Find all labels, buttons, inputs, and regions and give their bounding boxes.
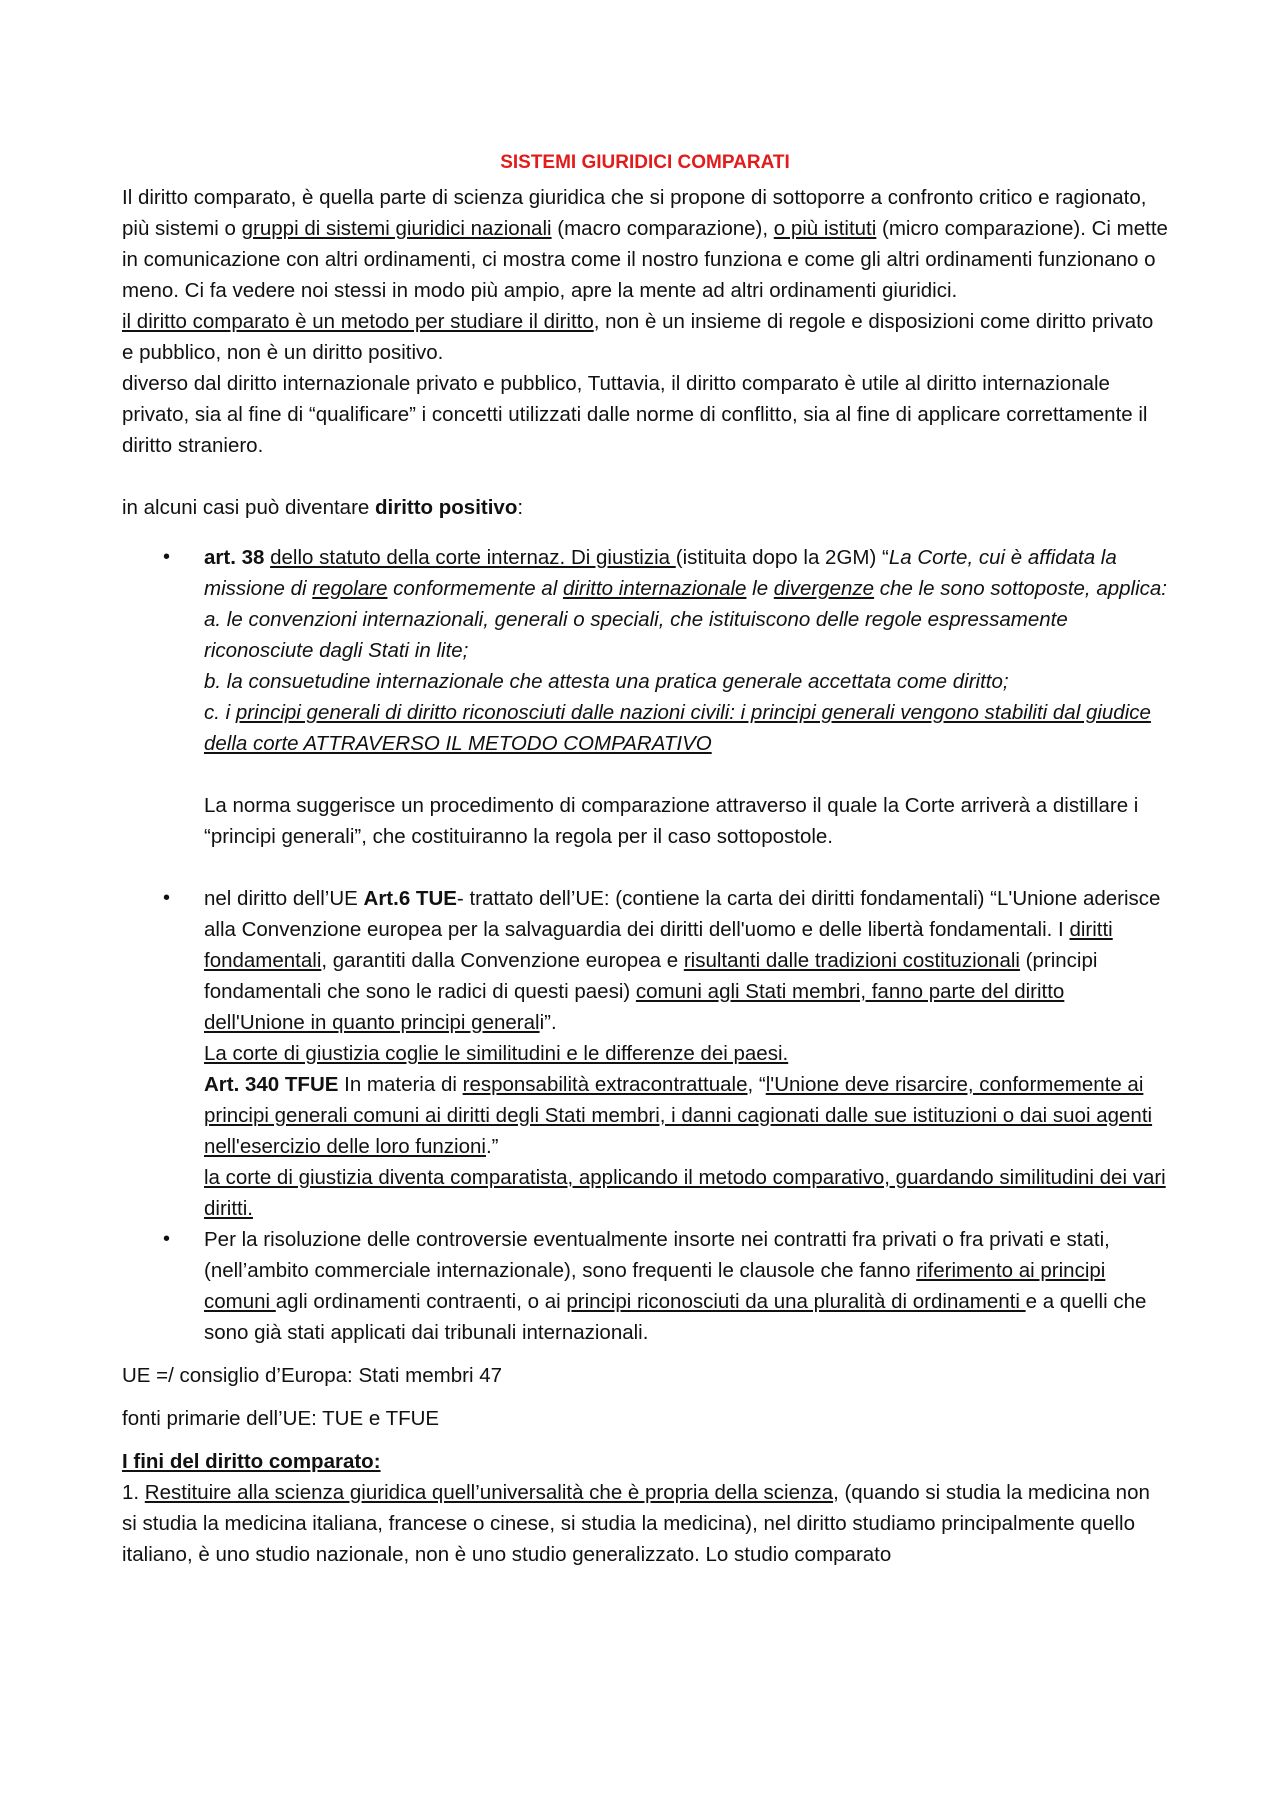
bullet-icon: • (163, 1228, 171, 1250)
text-run: (micro comparazione). Ci mette in comunicazione con altri ordinamenti, ci mostra come il nostro funziona e come gli altri ordinamenti funzionano o meno. Ci fa vedere noi stessi in modo più ampio, apre la mente ad altri ordinamenti giuridici. (122, 217, 1168, 302)
text-run: , “ (747, 1073, 766, 1096)
bullet1-point-a: a. le convenzioni internazionali, generali o speciali, che istituiscono delle regole espressamente riconosciute dagli Stati in lite; (204, 608, 1068, 662)
text-run: (principi fondamentali che sono le radici di questi paesi) (204, 949, 1098, 1003)
underlined-text: risultanti dalle tradizioni costituzionali (683, 949, 1020, 972)
bold-text: Art. 340 TFUE (204, 1073, 339, 1096)
text-run: .” (485, 1135, 499, 1158)
underlined-text: il diritto comparato è un metodo per studiare il diritto (122, 310, 594, 333)
text-run: - trattato dell’UE: (contiene la carta dei diritti fondamentali) “L'Unione aderisce alla Convenzione europea per la salvaguardia dei diritti dell'uomo e delle libertà fondamentali. I (204, 887, 1161, 941)
document-title: SISTEMI GIURIDICI COMPARATI (500, 152, 790, 173)
italic-underlined-text: divergenze (773, 577, 875, 600)
text-run: , (quando si studia la medicina non si studia la medicina italiana, francese o cinese, si studia la medicina), nel diritto studiamo principalmente quello italiano, è uno studio nazionale, non è uno studio generalizzato. Lo studio comparato (122, 1481, 1150, 1566)
spacer (204, 852, 1168, 883)
fini-paragraph-1 (122, 1477, 1168, 1570)
text-run: (macro comparazione), (551, 217, 774, 240)
text-run: (istituita dopo la 2GM) “ (675, 546, 889, 569)
text-run: 1. (122, 1481, 145, 1504)
list-item (122, 1224, 1168, 1348)
spacer (122, 1348, 1168, 1360)
bullet2-corte2: la corte di giustizia diventa comparatista, applicando il metodo comparativo, guardando similitudini dei vari diritti. (204, 1166, 1166, 1220)
bullet1-main (204, 542, 1168, 604)
italic-underlined-text: regolare (312, 577, 388, 600)
intro-paragraph-4 (122, 492, 1168, 523)
bold-text: Art.6 TUE (363, 887, 457, 910)
text-run: e a quelli che sono già stati applicati dai tribunali internazionali. (204, 1290, 1147, 1344)
underlined-text: principi riconosciuti da una pluralità di ordinamenti (566, 1290, 1026, 1313)
text-run: i”. (539, 1011, 557, 1034)
underlined-text: l'Unione deve risarcire, conformemente ai principi generali comuni ai diritti degli Stati membri, i danni cagionati dalle sue istituzioni o dai suoi agenti nell'esercizio delle loro funzioni (204, 1073, 1153, 1158)
list-item (122, 542, 1168, 883)
bullet2-corte: La corte di giustizia coglie le similitudini e le differenze dei paesi. (204, 1042, 789, 1065)
text-run: Il diritto comparato, è quella parte di scienza giuridica che si propone di sottoporre a confronto critico e ragionato, più sistemi o (122, 186, 1147, 240)
text-run: in alcuni casi può diventare (122, 496, 375, 519)
ue-line: UE =/ consiglio d’Europa: Stati membri 47 (122, 1364, 503, 1387)
text-run: , garantiti dalla Convenzione europea e (321, 949, 684, 972)
bullet3-main (204, 1224, 1168, 1348)
text-run: agli ordinamenti contraenti, o ai (275, 1290, 567, 1313)
intro-paragraph-2 (122, 306, 1168, 368)
text-run: : (517, 496, 524, 519)
bullet1-norma: La norma suggerisce un procedimento di comparazione attraverso il quale la Corte arriverà a distillare i “principi generali”, che costituiranno la regola per il caso sottopostole. (204, 794, 1139, 848)
text-run: Per la risoluzione delle controversie eventualmente insorte nei contratti fra privati o fra privati e stati, (nell’ambito commerciale internazionale), sono frequenti le clausole che fanno (204, 1228, 1110, 1282)
italic-underlined-text: diritto internazionale (562, 577, 747, 600)
document-page (122, 150, 1168, 1570)
italic-text: c. i (204, 701, 236, 724)
bullet1-point-b: b. la consuetudine internazionale che attesta una pratica generale accettata come diritto; (204, 670, 1009, 693)
bold-text: art. 38 (204, 546, 265, 569)
italic-text: le (746, 577, 774, 600)
section-heading: I fini del diritto comparato: (122, 1450, 381, 1473)
text-run: , non è un insieme di regole e disposizioni come diritto privato e pubblico, non è un diritto positivo. (122, 310, 1154, 364)
underlined-text: dello statuto della corte internaz. Di giustizia (270, 546, 676, 569)
underlined-text: diritti fondamentali (204, 918, 1113, 972)
spacer (204, 759, 1168, 790)
italic-underlined-text: principi generali di diritto riconosciuti dalle nazioni civili: i principi generali vengono stabiliti dal giudice della corte ATTRAVERSO IL METODO COMPARATIVO (204, 701, 1151, 755)
underlined-text: gruppi di sistemi giuridici nazionali (241, 217, 552, 240)
bullet2-main (204, 883, 1168, 1038)
spacer (122, 1391, 1168, 1403)
bullet-icon: • (163, 887, 171, 909)
underlined-text: riferimento ai principi comuni (204, 1259, 1106, 1313)
underlined-text: responsabilità extracontrattuale (462, 1073, 748, 1096)
italic-text: che le sono sottoposte, applica: (874, 577, 1167, 600)
underlined-text: o più istituti (773, 217, 877, 240)
bullet-list (122, 542, 1168, 1348)
fonti-line: fonti primarie dell’UE: TUE e TFUE (122, 1407, 440, 1430)
intro-paragraph-1 (122, 182, 1168, 306)
text-run: nel diritto dell’UE (204, 887, 364, 910)
bullet1-point-c (204, 697, 1168, 759)
italic-text: conformemente al (387, 577, 563, 600)
bold-text: diritto positivo (375, 496, 518, 519)
underlined-text: comuni agli Stati membri, fanno parte del diritto dell'Unione in quanto principi general (204, 980, 1065, 1034)
bullet2-art340 (204, 1069, 1168, 1162)
spacer (122, 461, 1168, 492)
text-run: In materia di (338, 1073, 463, 1096)
spacer (122, 1434, 1168, 1446)
intro-paragraph-3: diverso dal diritto internazionale privato e pubblico, Tuttavia, il diritto comparato è utile al diritto internazionale privato, sia al fine di “qualificare” i concetti utilizzati dalle norme di conflitto, sia al fine di applicare correttamente il diritto straniero. (122, 372, 1148, 457)
list-item (122, 883, 1168, 1224)
underlined-text: Restituire alla scienza giuridica quell’universalità che è propria della scienza (144, 1481, 834, 1504)
bullet-icon: • (163, 546, 171, 568)
italic-text: La Corte, cui è affidata la missione di (204, 546, 1117, 600)
